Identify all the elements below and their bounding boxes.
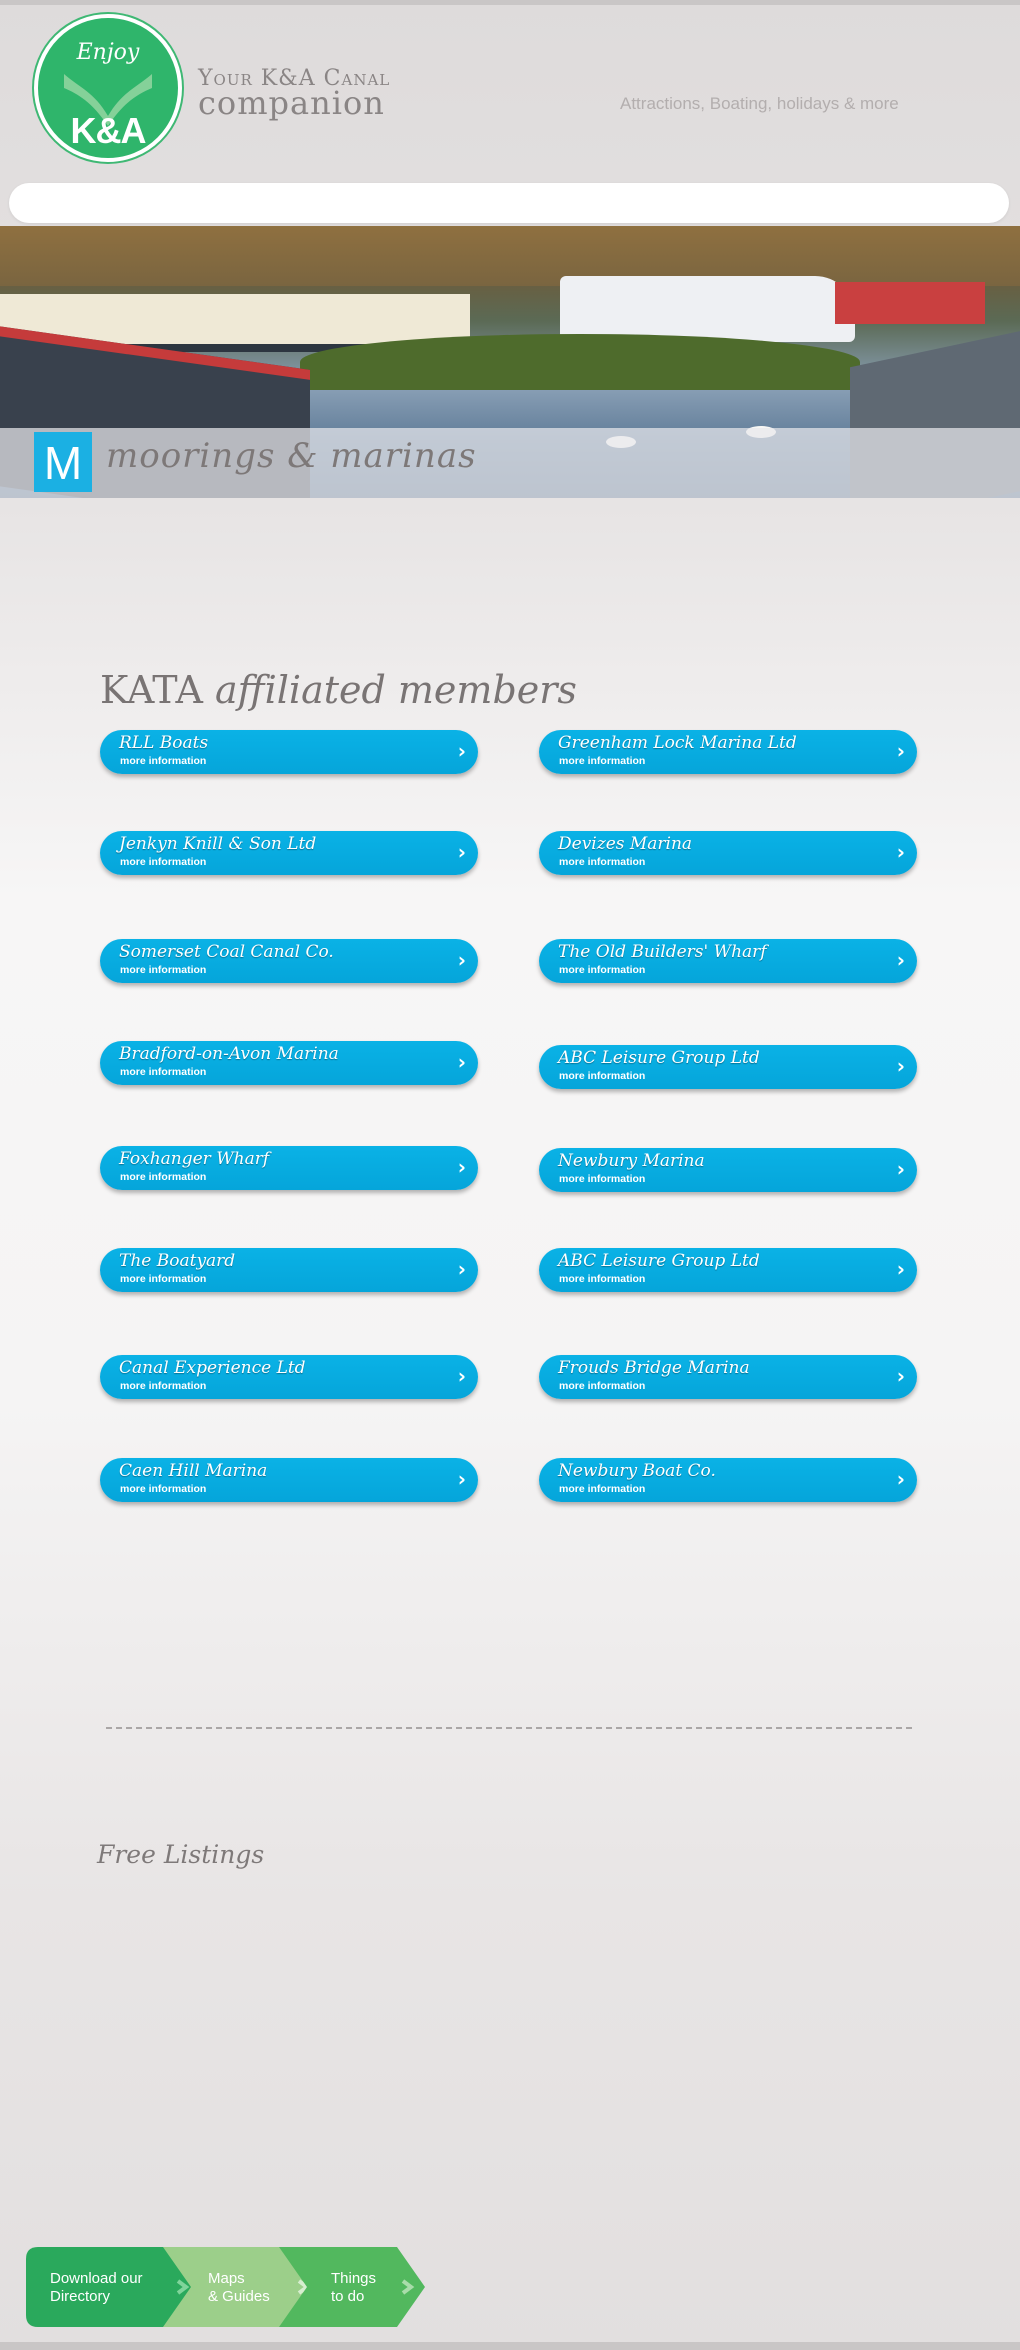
member-button[interactable] xyxy=(539,1458,917,1502)
chevron-right-icon: › xyxy=(457,948,466,972)
member-button[interactable] xyxy=(100,1146,478,1190)
member-name: Devizes Marina xyxy=(558,834,693,854)
member-name: Caen Hill Marina xyxy=(119,1461,268,1481)
more-information-label: more information xyxy=(120,1066,207,1078)
free-listings-heading: Free Listings xyxy=(97,1840,265,1869)
hero-field xyxy=(0,226,1020,286)
chevron-right-icon: › xyxy=(457,1050,466,1074)
chevron-right-icon: › xyxy=(896,1467,905,1491)
chevron-right-icon: › xyxy=(457,1467,466,1491)
top-rule xyxy=(0,0,1020,5)
member-name: Frouds Bridge Marina xyxy=(558,1358,750,1378)
chevron-right-icon: › xyxy=(896,739,905,763)
hero-red-boat xyxy=(835,282,985,324)
download-line2: Directory xyxy=(50,2288,111,2305)
member-name: The Old Builders' Wharf xyxy=(558,942,767,962)
things-to-do-button[interactable] xyxy=(279,2247,425,2327)
navigation-bar[interactable] xyxy=(9,183,1009,223)
logo-enjoy-text: Enjoy xyxy=(76,40,140,65)
member-button[interactable] xyxy=(539,1148,917,1192)
more-information-label: more information xyxy=(559,1273,646,1285)
brand-line2: companion xyxy=(198,84,385,122)
dashed-divider xyxy=(106,1727,912,1729)
members-heading-plain: KATA xyxy=(100,668,203,712)
member-button[interactable] xyxy=(100,1041,478,1085)
hero-cruiser xyxy=(560,276,855,342)
more-information-label: more information xyxy=(559,1380,646,1392)
member-button[interactable] xyxy=(539,1355,917,1399)
more-information-label: more information xyxy=(559,1070,646,1082)
members-heading-italic: affiliated members xyxy=(215,668,577,712)
member-button[interactable] xyxy=(100,831,478,875)
member-button[interactable] xyxy=(100,730,478,774)
more-information-label: more information xyxy=(120,1380,207,1392)
member-button[interactable] xyxy=(100,1248,478,1292)
ka-logo[interactable] xyxy=(34,14,182,162)
chevron-right-icon: › xyxy=(457,840,466,864)
more-information-label: more information xyxy=(120,856,207,868)
chevron-right-icon: › xyxy=(896,1157,905,1181)
maps-line2: & Guides xyxy=(208,2288,270,2305)
chevron-right-icon: › xyxy=(896,840,905,864)
more-information-label: more information xyxy=(559,1483,646,1495)
chevron-right-icon: › xyxy=(457,1155,466,1179)
chevron-right-icon: › xyxy=(896,1054,905,1078)
more-information-label: more information xyxy=(120,1171,207,1183)
member-name: RLL Boats xyxy=(119,733,209,753)
more-information-label: more information xyxy=(120,755,207,767)
members-heading xyxy=(100,668,577,712)
chevron-right-icon: › xyxy=(457,739,466,763)
things-line2: to do xyxy=(331,2288,365,2305)
member-name: Greenham Lock Marina Ltd xyxy=(558,733,797,753)
member-name: Newbury Marina xyxy=(558,1151,705,1171)
member-name: ABC Leisure Group Ltd xyxy=(558,1251,760,1271)
more-information-label: more information xyxy=(559,964,646,976)
maps-line1: Maps xyxy=(208,2270,245,2287)
bottom-rule xyxy=(0,2342,1020,2350)
member-button[interactable] xyxy=(539,730,917,774)
more-information-label: more information xyxy=(559,755,646,767)
member-name: Canal Experience Ltd xyxy=(119,1358,306,1378)
more-information-label: more information xyxy=(559,856,646,868)
chevron-right-icon: › xyxy=(896,1364,905,1388)
brand-line1: Your K&A Canal xyxy=(198,66,391,91)
member-name: ABC Leisure Group Ltd xyxy=(558,1048,760,1068)
section-title: moorings & marinas xyxy=(106,436,477,476)
member-name: Newbury Boat Co. xyxy=(558,1461,716,1481)
member-button[interactable] xyxy=(539,831,917,875)
member-button[interactable] xyxy=(100,939,478,983)
tagline: Attractions, Boating, holidays & more xyxy=(620,94,899,113)
section-badge: M xyxy=(34,432,92,492)
member-name: Bradford-on-Avon Marina xyxy=(119,1044,339,1064)
chevron-right-icon: › xyxy=(457,1364,466,1388)
more-information-label: more information xyxy=(559,1173,646,1185)
chevron-right-icon: › xyxy=(896,948,905,972)
things-line1: Things xyxy=(331,2270,377,2287)
logo-ka-text: K&A xyxy=(70,110,146,151)
download-line1: Download our xyxy=(50,2270,143,2287)
chevron-right-icon: › xyxy=(457,1257,466,1281)
more-information-label: more information xyxy=(120,964,207,976)
chevron-right-icon: › xyxy=(896,1257,905,1281)
member-button[interactable] xyxy=(539,1045,917,1089)
member-name: Foxhanger Wharf xyxy=(119,1149,270,1169)
member-button[interactable] xyxy=(539,1248,917,1292)
member-button[interactable] xyxy=(539,939,917,983)
hero-island xyxy=(300,334,860,390)
member-name: Jenkyn Knill & Son Ltd xyxy=(119,834,317,854)
member-name: The Boatyard xyxy=(119,1251,236,1271)
member-button[interactable] xyxy=(100,1355,478,1399)
more-information-label: more information xyxy=(120,1273,207,1285)
member-name: Somerset Coal Canal Co. xyxy=(119,942,334,962)
more-information-label: more information xyxy=(120,1483,207,1495)
member-button[interactable] xyxy=(100,1458,478,1502)
